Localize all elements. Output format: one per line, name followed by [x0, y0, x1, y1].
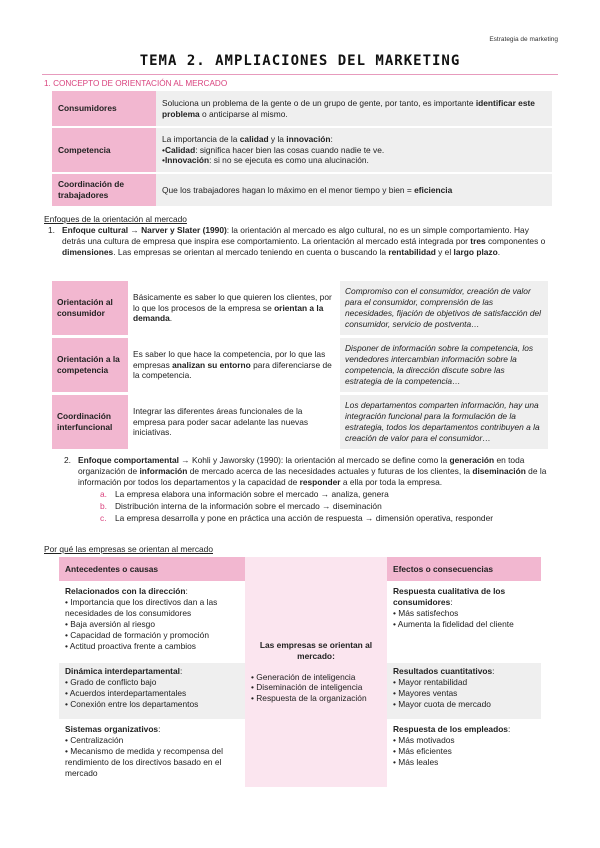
table-row [52, 127, 552, 173]
effect-block: Respuesta cualitativa de los consumidores: • Más satisfechos • Aumenta la fidelidad del cliente [393, 586, 514, 629]
concept-table [52, 91, 552, 208]
list-item: 2. Enfoque comportamental → Kohli y Jaworsky (1990): la orientación al mercado se define como la generación en toda organización de información de mercado acerca de las necesidades actuales y futuras de los clientes, la diseminación de la información por todos los departamentos y la capacidad de responder a ella por toda la empresa. a. La empresa elabora una información sobre el mercado → analiza, genera b. Distribución interna de la información sobre el mercado → diseminación c. La empresa desarrolla y pone en práctica una acción de respuesta → dimensión operativa, responder [78, 455, 550, 524]
row-label: Consumidores [52, 91, 156, 127]
cause-block: Relacionados con la dirección: • Importancia que los directivos dan a las necesidades de los consumidores • Baja aversión al riesgo • Capacidad de formación y promoción • Actitud proactiva frente a cambios [65, 586, 218, 651]
enfoques-heading: Enfoques de la orientación al mercado [44, 214, 187, 224]
porque-heading: Por qué las empresas se orientan al mercado [44, 544, 213, 554]
row-description: Integrar las diferentes áreas funcionales de la empresa para poder sacar adelante las nuevas iniciativas. [128, 395, 340, 449]
list-item: 1. Enfoque cultural → Narver y Slater (1990): la orientación al mercado es algo cultural, no es un simple comportamiento. Hay detrás una cultura de empresa que inspira ese comportamiento. La orientación al mercado está integrada por tres componentes o dimensiones. Las empresas se orientan al mercado teniendo en cuenta o buscando la rentabilidad y el largo plazo. [48, 225, 546, 257]
row-description: Básicamente es saber lo que quieren los clientes, por lo que los procesos de la empresa se orientan a la demanda. [128, 281, 340, 335]
dimensions-table [52, 278, 548, 452]
row-label: Orientación a la competencia [52, 338, 128, 392]
row-examples: Compromiso con el consumidor, creación de valor para el consumidor, comprensión de las necesidades, fijación de objetivos de satisfacción del consumidor, servicio de postventa… [340, 281, 548, 335]
row-value: Que los trabajadores hagan lo máximo en el menor tiempo y bien = eficiencia [156, 173, 552, 207]
table-row [52, 281, 548, 335]
effect-block: Resultados cuantitativos: • Mayor rentabilidad • Mayores ventas • Mayor cuota de mercado [387, 663, 541, 719]
table-row [52, 173, 552, 207]
title-divider [42, 74, 558, 75]
sub-item: a. La empresa elabora una información sobre el mercado → analiza, genera [100, 488, 389, 499]
row-description: Es saber lo que hace la competencia, por lo que las empresas analizan su entorno para diferenciarse de la competencia. [128, 338, 340, 392]
page-title: TEMA 2. AMPLIACIONES DEL MARKETING [139, 53, 461, 69]
cause-block: Sistemas organizativos: • Centralización • Mecanismo de medida y recompensa del rendimiento de los directivos basado en el mercado [65, 724, 223, 778]
table-row [52, 338, 548, 392]
table-row [52, 395, 548, 449]
sub-item: b. Distribución interna de la información sobre el mercado → diseminación [100, 500, 382, 511]
center-title: Las empresas se orientan al mercado: [259, 639, 373, 661]
center-cell [245, 557, 387, 787]
center-items: • Generación de inteligencia • Diseminación de inteligencia • Respuesta de la organización [251, 671, 367, 704]
row-label: Orientación al consumidor [52, 281, 128, 335]
row-label: Coordinación de trabajadores [52, 173, 156, 207]
causes-effects-grid [59, 557, 541, 787]
causes-header: Antecedentes o causas [59, 557, 245, 581]
list-number: 2. [64, 455, 71, 465]
row-value: Soluciona un problema de la gente o de un grupo de gente, por tanto, es importante identificar este problema o anticiparse al mismo. [156, 91, 552, 127]
row-label: Competencia [52, 127, 156, 173]
effects-header: Efectos o consecuencias [387, 557, 541, 581]
row-examples: Disponer de información sobre la competencia, los vendedores intercambian información sobre la competencia, la dirección discute sobre las estrategia de la competencia… [340, 338, 548, 392]
table-row [52, 91, 552, 127]
row-value: La importancia de la calidad y la innovación: •Calidad: significa hacer bien las cosas cuando nadie te ve. •Innovación: si no se ejecuta es como una alucinación. [156, 127, 552, 173]
sub-item: c. La empresa desarrolla y pone en práctica una acción de respuesta → dimensión operativa, responder [100, 512, 494, 523]
header-course: Estrategia de marketing [489, 36, 558, 43]
row-examples: Los departamentos comparten información, hay una integración funcional para la formulación de la estrategia, todos los departamentos contribuyen a la creación de valor para el consumidor… [340, 395, 548, 449]
row-label: Coordinación interfuncional [52, 395, 128, 449]
section-heading: 1. CONCEPTO DE ORIENTACIÓN AL MERCADO [44, 79, 228, 88]
list-number: 1. [48, 225, 55, 235]
cause-block: Dinámica interdepartamental: • Grado de conflicto bajo • Acuerdos interdepartamentales • Conexión entre los departamentos [59, 663, 245, 719]
effect-block: Respuesta de los empleados: • Más motivados • Más eficientes • Más leales [393, 724, 511, 767]
